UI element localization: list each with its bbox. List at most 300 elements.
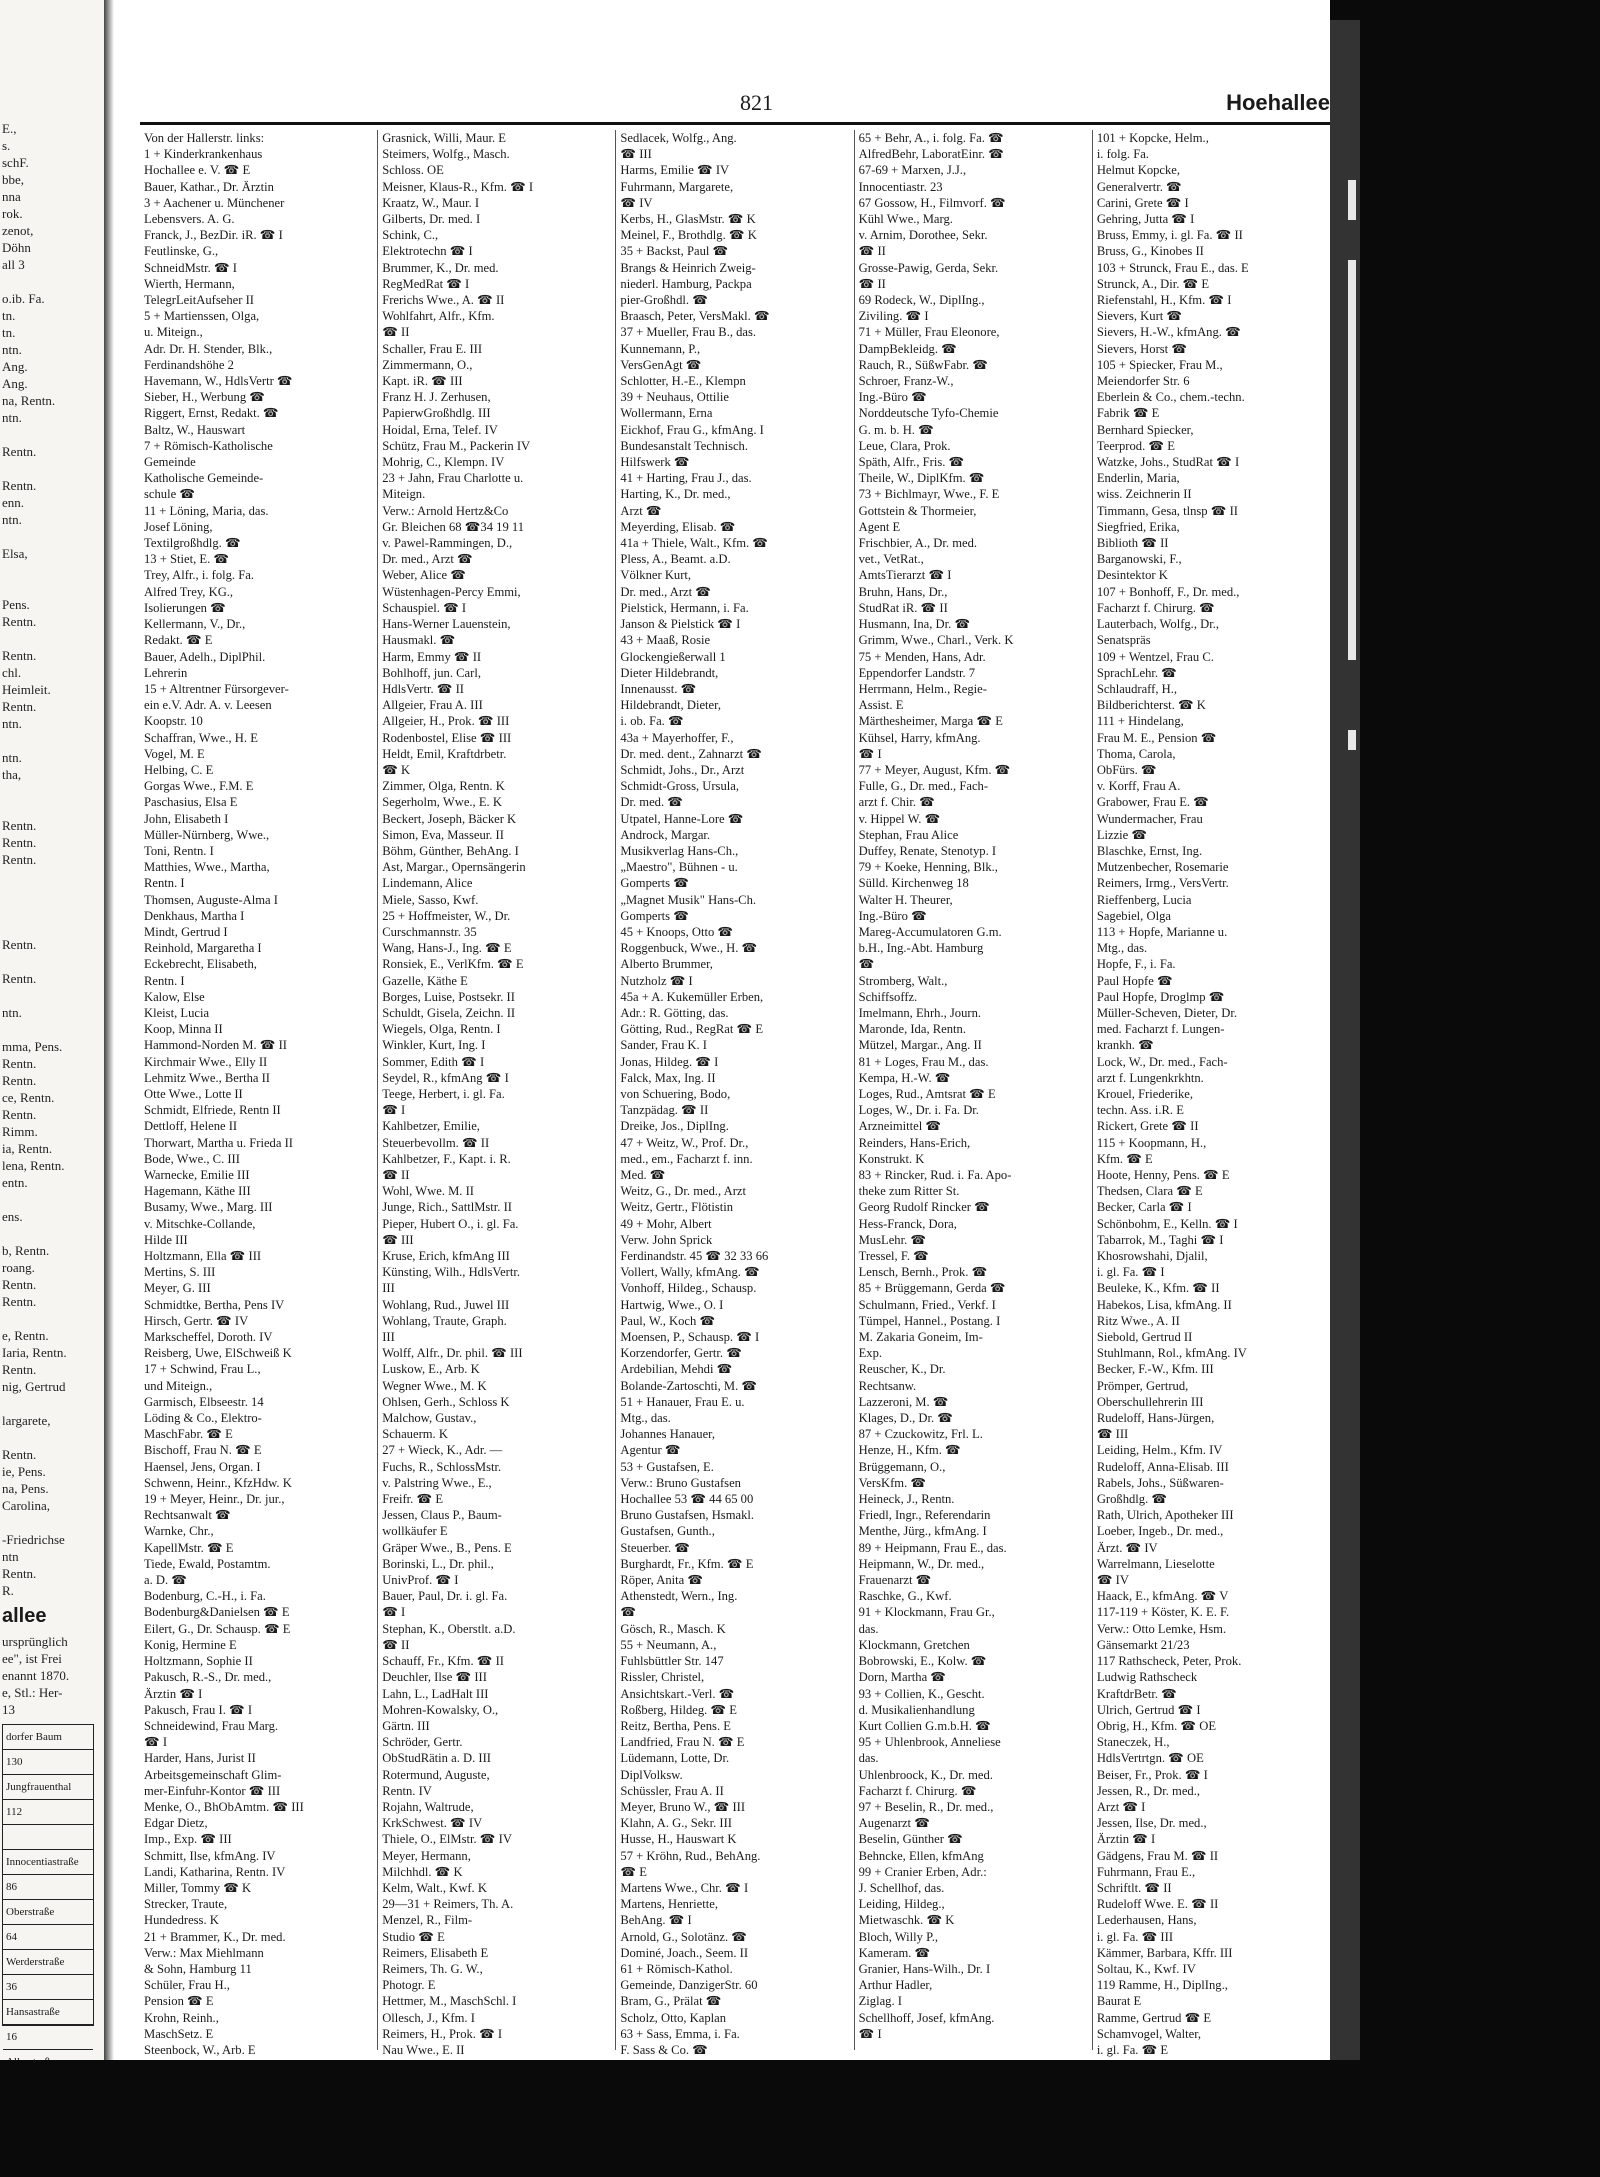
directory-entry: v. Palstring Wwe., E., <box>382 1475 492 1490</box>
directory-entry: Reinders, Hans-Erich, <box>858 1135 971 1150</box>
left-page-line <box>2 1395 104 1412</box>
directory-entry: vet., VetRat., <box>858 552 924 567</box>
directory-entry: Kahlbetzer, Emilie, <box>382 1119 480 1134</box>
directory-entry: Rauch, R., SüßwFabr. ☎ <box>858 357 988 372</box>
directory-entry: Allgeier, H., Prok. ☎ III <box>382 714 510 729</box>
directory-entry: Deuchler, Ilse ☎ III <box>382 1670 487 1685</box>
directory-entry: wollkäufer E <box>382 1524 448 1539</box>
directory-entry: Adr.: R. Götting, das. <box>620 1005 729 1020</box>
directory-entry: Tabarrok, M., Taghi ☎ I <box>1096 1232 1224 1247</box>
directory-entry: Pless, A., Beamt. a.D. <box>620 552 731 567</box>
directory-entry: Siebold, Gertrud II <box>1096 1330 1193 1345</box>
directory-entry: Schroer, Franz-W., <box>858 374 954 389</box>
directory-entry: Sievers, Kurt ☎ <box>1096 309 1183 324</box>
left-page-line: 13 <box>2 1702 15 1717</box>
directory-entry: Jonas, Hildeg. ☎ I <box>620 1054 719 1069</box>
directory-entry: Gösch, R., Masch. K <box>620 1621 726 1636</box>
left-page-line <box>2 987 104 1004</box>
directory-entry: Steimers, Wolfg., Masch. <box>382 147 510 162</box>
directory-entry: MusLehr. ☎ <box>858 1232 927 1247</box>
directory-entry: 29—31 + Reimers, Th. A. <box>382 1897 514 1912</box>
directory-entry: Wiegels, Olga, Rentn. I <box>382 1022 501 1037</box>
directory-entry: Lazzeroni, M. ☎ <box>858 1394 949 1409</box>
page-number: 821 <box>740 90 773 115</box>
directory-entry: Schüssler, Frau A. II <box>620 1783 724 1798</box>
left-page-line: ens. <box>2 1209 23 1224</box>
directory-entry: Tiede, Ewald, Postamtm. <box>144 1556 271 1571</box>
left-page-line <box>2 1191 104 1208</box>
directory-entry: RegMedRat ☎ I <box>382 276 470 291</box>
directory-entry: 55 + Neumann, A., <box>620 1637 717 1652</box>
directory-entry: Sieber, H., Werbung ☎ <box>144 390 265 405</box>
directory-entry: Rabels, Johs., Süßwaren- <box>1096 1475 1224 1490</box>
directory-entry: Bodenburg, C.-H., i. Fa. <box>144 1589 266 1604</box>
directory-entry: i. gl. Fa. ☎ III <box>1096 1929 1174 1944</box>
directory-entry: Katholische Gemeinde- <box>144 471 264 486</box>
directory-entry: 57 + Kröhn, Rud., BehAng. <box>620 1848 761 1863</box>
left-page-line: Rentn. <box>2 1294 37 1309</box>
left-page-line: Rentn. <box>2 1056 37 1071</box>
directory-entry: Freifr. ☎ E <box>382 1492 444 1507</box>
left-page-line <box>2 953 104 970</box>
directory-entry: Bruss, Emmy, i. gl. Fa. ☎ II <box>1096 228 1243 243</box>
directory-entry: ☎ <box>858 957 875 972</box>
directory-entry: Wolff, Alfr., Dr. phil. ☎ III <box>382 1346 523 1361</box>
directory-entry: Wang, Hans-J., Ing. ☎ E <box>382 941 512 956</box>
left-page-line: ntn <box>2 1549 19 1564</box>
directory-entry: med. Facharzt f. Lungen- <box>1096 1022 1225 1037</box>
directory-entry: Josef Löning, <box>144 519 213 534</box>
directory-entry: b.H., Ing.-Abt. Hamburg <box>858 941 984 956</box>
directory-entry: Jessen, Claus P., Baum- <box>382 1508 502 1523</box>
directory-entry: Sülld. Kirchenweg 18 <box>858 876 969 891</box>
directory-entry: Steuerbevollm. ☎ II <box>382 1135 490 1150</box>
directory-entry: Warnke, Chr., <box>144 1524 214 1539</box>
directory-entry: 83 + Rincker, Rud. i. Fa. Apo- <box>858 1168 1012 1182</box>
directory-entry: Obrig, H., Kfm. ☎ OE <box>1096 1718 1217 1733</box>
directory-entry: Facharzt f. Chirurg. ☎ <box>1096 600 1215 615</box>
directory-entry: Mtg., das. <box>620 1411 671 1426</box>
directory-entry: Behncke, Ellen, kfmAng <box>858 1848 984 1863</box>
directory-entry: Koop, Minna II <box>144 1022 223 1037</box>
directory-entry: Matthies, Wwe., Martha, <box>144 860 270 875</box>
directory-entry: Franz H. J. Zerhusen, <box>382 390 491 405</box>
directory-entry: Lüdemann, Lotte, Dr. <box>620 1751 730 1766</box>
directory-entry: Enderlin, Maria, <box>1096 471 1180 486</box>
directory-entry: KrkSchwest. ☎ IV <box>382 1816 483 1831</box>
directory-entry: ObStudRätin a. D. III <box>382 1751 491 1766</box>
directory-entry: Krohn, Reinh., <box>144 2010 219 2025</box>
left-page-line: lena, Rentn. <box>2 1158 65 1173</box>
directory-entry: Gomperts ☎ <box>620 908 689 923</box>
directory-entry: 107 + Bonhoff, F., Dr. med., <box>1096 584 1240 599</box>
directory-entry: ☎ III <box>1096 1427 1129 1442</box>
street-map-figure <box>2 1724 94 2043</box>
directory-entry: Hans-Werner Lauenstein, <box>382 617 511 632</box>
directory-entry: Ast, Margar., Opernsängerin <box>382 860 526 875</box>
scan-bottom-border <box>0 2060 1600 2177</box>
directory-entry: Innenausst. ☎ <box>620 681 697 696</box>
directory-entry: Roßberg, Hildeg. ☎ E <box>620 1702 737 1717</box>
directory-entry: Kelm, Walt., Kwf. K <box>382 1880 487 1895</box>
directory-entry: Schulmann, Fried., Verkf. I <box>858 1297 996 1312</box>
left-page-line: Rentn. <box>2 478 37 493</box>
directory-entry: Meisner, Klaus-R., Kfm. ☎ I <box>382 179 534 194</box>
directory-entry: ☎ III <box>620 147 652 162</box>
directory-entry: Pakusch, Frau I. ☎ I <box>144 1702 253 1717</box>
left-page-line: Rentn. <box>2 971 37 986</box>
street-map-row: dorfer Baum <box>3 1725 93 1750</box>
directory-entry: Steuerber. ☎ <box>620 1540 690 1555</box>
left-page-line: R. <box>2 1583 14 1598</box>
directory-entry: Becker, F.-W., Kfm. III <box>1096 1362 1214 1377</box>
directory-entry: Klahn, A. G., Sekr. III <box>620 1816 732 1831</box>
directory-entry: Riggert, Ernst, Redakt. ☎ <box>144 406 279 421</box>
directory-entry: Rechtsanwalt ☎ <box>144 1508 231 1523</box>
directory-entry: Völkner Kurt, <box>620 568 692 583</box>
directory-entry: AmtsTierarzt ☎ I <box>858 568 952 583</box>
left-page-line: Rentn. <box>2 835 37 850</box>
directory-entry: Feutlinske, G., <box>144 244 219 259</box>
directory-entry: Rudeloff Wwe. E. ☎ II <box>1096 1897 1219 1912</box>
directory-entry: Meyer, G. III <box>144 1281 211 1296</box>
directory-entry: Schloss. OE <box>382 163 444 178</box>
directory-entry: Verw.: Bruno Gustafsen <box>620 1475 741 1490</box>
left-page-line: Carolina, <box>2 1498 51 1513</box>
directory-entry: Maronde, Ida, Rentn. <box>858 1022 966 1037</box>
directory-entry: Kameram. ☎ <box>858 1945 931 1960</box>
directory-entry: Luskow, E., Arb. K <box>382 1362 480 1377</box>
directory-entry: Ritz Wwe., A. II <box>1096 1313 1180 1328</box>
street-map-row: 36 <box>3 1975 93 2000</box>
directory-entry: Von der Hallerstr. links: <box>144 131 265 145</box>
directory-entry: Schneidewind, Frau Marg. <box>144 1718 279 1733</box>
directory-entry: Pielstick, Hermann, i. Fa. <box>620 600 749 615</box>
directory-entry: HdlsVertr. ☎ II <box>382 681 464 696</box>
directory-entry: Schriftlt. ☎ II <box>1096 1880 1172 1895</box>
directory-entry: 19 + Meyer, Heinr., Dr. jur., <box>144 1492 285 1507</box>
directory-entry: Mietwaschk. ☎ K <box>858 1913 955 1928</box>
directory-entry: med., em., Facharzt f. inn. <box>620 1151 753 1166</box>
directory-entry: d. Musikalienhandlung <box>858 1702 975 1717</box>
left-page-line: all 3 <box>2 257 25 272</box>
directory-entry: Borges, Luise, Postsekr. II <box>382 989 515 1004</box>
directory-entry: Rechtsanw. <box>858 1378 917 1393</box>
directory-entry: Bolande-Zartoschti, M. ☎ <box>620 1378 758 1393</box>
directory-entry: Agent E <box>858 519 901 534</box>
directory-entry: ☎ II <box>382 1637 410 1652</box>
directory-entry: MaschSetz. E <box>144 2026 214 2041</box>
directory-entry: Strecker, Traute, <box>144 1897 228 1912</box>
directory-entry: Landfried, Frau N. ☎ E <box>620 1735 745 1750</box>
directory-entry: Exp. <box>858 1346 883 1361</box>
directory-entry: Henze, H., Kfm. ☎ <box>858 1443 961 1458</box>
directory-entry: Beiser, Fr., Prok. ☎ I <box>1096 1767 1208 1782</box>
directory-entry: 115 + Koopmann, H., <box>1096 1135 1207 1150</box>
directory-entry: Borinski, L., Dr. phil., <box>382 1556 494 1571</box>
directory-entry: Garmisch, Elbseestr. 14 <box>144 1394 264 1409</box>
directory-entry: Schaller, Frau E. III <box>382 341 483 356</box>
street-map-row <box>3 1825 93 1850</box>
directory-entry: v. Hippel W. ☎ <box>858 811 941 826</box>
directory-entry: Gädgens, Frau M. ☎ II <box>1096 1848 1219 1863</box>
directory-entry: Schauspiel. ☎ I <box>382 600 467 615</box>
directory-entry: Hausmakl. ☎ <box>382 633 456 648</box>
directory-entry: Photogr. E <box>382 1978 436 1993</box>
directory-entry: Kerbs, H., GlasMstr. ☎ K <box>620 212 756 227</box>
left-page-line: Rentn. <box>2 1566 37 1581</box>
directory-entry: Burghardt, Fr., Kfm. ☎ E <box>620 1556 754 1571</box>
directory-entry: Wollermann, Erna <box>620 406 713 421</box>
directory-entry: Grosse-Pawig, Gerda, Sekr. <box>858 260 999 275</box>
directory-entry: das. <box>858 1751 879 1766</box>
directory-entry: Imp., Exp. ☎ III <box>144 1832 232 1847</box>
directory-entry: 3 + Aachener u. Münchener <box>144 195 285 210</box>
directory-entry: ☎ III <box>382 1232 414 1247</box>
directory-entry: Senatspräs <box>1096 633 1151 648</box>
directory-entry: Thomsen, Auguste-Alma I <box>144 892 278 907</box>
directory-entry: Paul Hopfe ☎ <box>1096 973 1173 988</box>
left-page-line: ia, Rentn. <box>2 1141 53 1156</box>
left-page-line: nig, Gertrud <box>2 1379 66 1394</box>
directory-entry: Loges, W., Dr. i. Fa. Dr. <box>858 1103 979 1118</box>
directory-entry: Sievers, Horst ☎ <box>1096 341 1188 356</box>
directory-entry: 37 + Mueller, Frau B., das. <box>620 325 757 340</box>
left-page-line <box>2 868 104 885</box>
street-map-row: Werderstraße <box>3 1950 93 1975</box>
directory-entry: 95 + Uhlenbrook, Anneliese <box>858 1735 1001 1750</box>
directory-entry: 49 + Mohr, Albert <box>620 1216 712 1231</box>
directory-entry: Hartwig, Wwe., O. I <box>620 1297 724 1312</box>
directory-entry: Lock, W., Dr. med., Fach- <box>1096 1054 1228 1069</box>
directory-entry: „Magnet Musik" Hans-Ch. <box>620 892 757 907</box>
street-map-row: 16 <box>3 2025 93 2050</box>
directory-entry: Rudeloff, Hans-Jürgen, <box>1096 1411 1215 1426</box>
directory-entry: Rissler, Christel, <box>620 1670 705 1685</box>
left-page-line <box>2 460 104 477</box>
directory-entry: Schink, C., <box>382 228 439 243</box>
directory-entry: Bruno Gustafsen, Hsmakl. <box>620 1508 755 1523</box>
directory-entry: F. Sass & Co. ☎ <box>620 2042 708 2057</box>
directory-entry: Athenstedt, Wern., Ing. <box>620 1589 738 1604</box>
directory-entry: Falck, Max, Ing. II <box>620 1070 716 1085</box>
directory-entry: ☎ IV <box>620 195 653 210</box>
directory-entry: Med. ☎ <box>620 1168 666 1182</box>
directory-entry: Schellhoff, Josef, kfmAng. <box>858 2010 995 2025</box>
directory-entry: 69 Rodeck, W., DiplIng., <box>858 293 985 308</box>
directory-entry: Rentn. IV <box>382 1783 432 1798</box>
directory-entry: Bruss, G., Kinobes II <box>1096 244 1204 259</box>
directory-entry: Fuhrmann, Margarete, <box>620 179 734 194</box>
directory-entry: Vollert, Wally, kfmAng. ☎ <box>620 1265 760 1280</box>
street-map-row: Innocentiastraße <box>3 1850 93 1875</box>
directory-entry: Bischoff, Frau N. ☎ E <box>144 1443 262 1458</box>
directory-entry: Stuhlmann, Rol., kfmAng. IV <box>1096 1346 1247 1361</box>
directory-entry: Eickhof, Frau G., kfmAng. I <box>620 422 764 437</box>
directory-entry: ☎ II <box>858 276 886 291</box>
directory-entry: Müller-Nürnberg, Wwe., <box>144 827 270 842</box>
thumb-index-marker <box>1348 260 1356 660</box>
directory-entry: Bildberichterst. ☎ K <box>1096 698 1206 713</box>
directory-entry: Weitz, G., Dr. med., Arzt <box>620 1184 746 1199</box>
directory-entry: Bode, Wwe., C. III <box>144 1151 240 1166</box>
directory-entry: Kfm. ☎ E <box>1096 1151 1153 1166</box>
directory-entry: Paul Hopfe, Droglmp ☎ <box>1096 989 1225 1004</box>
left-page-line: enn. <box>2 495 25 510</box>
directory-entry: 45a + A. Kukemüller Erben, <box>620 989 764 1004</box>
directory-entry: Schuldt, Gisela, Zeichn. II <box>382 1005 516 1020</box>
directory-entry: 109 + Wentzel, Frau C. <box>1096 649 1214 664</box>
directory-entry: Timmann, Gesa, tlnsp ☎ II <box>1096 503 1238 518</box>
directory-entry: Teege, Herbert, i. gl. Fa. <box>382 1086 505 1101</box>
directory-entry: Holtzmann, Ella ☎ III <box>144 1249 262 1264</box>
directory-entry: Hochallee 53 ☎ 44 65 00 <box>620 1492 754 1507</box>
directory-entry: Vonhoff, Hildeg., Schausp. <box>620 1281 757 1296</box>
directory-entry: Augenarzt ☎ <box>858 1816 930 1831</box>
directory-entry: Rentn. I <box>144 973 185 988</box>
left-page-line: Rentn. <box>2 1447 37 1462</box>
directory-entry: Wohlang, Rud., Juwel III <box>382 1297 510 1312</box>
directory-entry: MaschFabr. ☎ E <box>144 1427 233 1442</box>
directory-entry: i. ob. Fa. ☎ <box>620 714 684 729</box>
directory-entry: Reimers, H., Prok. ☎ I <box>382 2026 503 2041</box>
directory-entry: HdlsVertrtgn. ☎ OE <box>1096 1751 1204 1766</box>
directory-entry: Kunnemann, P., <box>620 341 701 356</box>
directory-entry: Thedsen, Clara ☎ E <box>1096 1184 1203 1199</box>
directory-entry: ☎ I <box>858 2026 882 2041</box>
directory-entry: Ollesch, J., Kfm. I <box>382 2010 475 2025</box>
directory-entry: Raschke, G., Kwf. <box>858 1589 952 1604</box>
directory-entry: 17 + Schwind, Frau L., <box>144 1362 261 1377</box>
directory-entry: Fabrik ☎ E <box>1096 406 1160 421</box>
directory-entry: Lebensvers. A. G. <box>144 212 235 227</box>
directory-entry: Rodenbostel, Elise ☎ III <box>382 730 512 745</box>
left-page-line: Rentn. <box>2 1107 37 1122</box>
directory-entry: Konstrukt. K <box>858 1151 925 1166</box>
left-page-line: Rentn. <box>2 937 37 952</box>
directory-entry: Hammond-Norden M. ☎ II <box>144 1038 287 1053</box>
left-page-line: zenot, <box>2 223 34 238</box>
directory-entry: Mareg-Accumulatoren G.m. <box>858 924 1002 939</box>
directory-entry: Künsting, Wilh., HdlsVertr. <box>382 1265 520 1280</box>
left-page-line <box>2 732 104 749</box>
directory-entry: 105 + Spiecker, Frau M., <box>1096 357 1223 372</box>
directory-entry: Warrelmann, Lieselotte <box>1096 1556 1215 1571</box>
left-page-line: enannt 1870. <box>2 1668 70 1683</box>
directory-entry: v. Mitschke-Collande, <box>144 1216 256 1231</box>
directory-entry: Malchow, Gustav., <box>382 1411 477 1426</box>
directory-entry: Arthur Hadler, <box>858 1978 933 1993</box>
directory-entry: i. folg. Fa. <box>1096 147 1149 162</box>
directory-entry: Menzel, R., Film- <box>382 1913 473 1928</box>
directory-entry: 67 Gossow, H., Filmvorf. ☎ <box>858 195 1006 210</box>
directory-entry: Heldt, Emil, Kraftdrbetr. <box>382 746 507 761</box>
directory-entry: Mutzenbecher, Rosemarie <box>1096 860 1229 875</box>
directory-entry: 113 + Hopfe, Marianne u. <box>1096 924 1228 939</box>
directory-entry: Hirsch, Gertr. ☎ IV <box>144 1313 249 1328</box>
directory-entry: Konig, Hermine E <box>144 1637 237 1652</box>
directory-entry: a. D. ☎ <box>144 1573 187 1588</box>
directory-entry: 71 + Müller, Frau Eleonore, <box>858 325 1000 340</box>
directory-entry: Hess-Franck, Dora, <box>858 1216 957 1231</box>
left-page-line: Heimleit. <box>2 682 51 697</box>
directory-entry: III <box>382 1330 395 1345</box>
directory-entry: Musikverlag Hans-Ch., <box>620 843 739 858</box>
directory-entry: Jessen, Ilse, Dr. med., <box>1096 1816 1207 1831</box>
directory-entry: Riefenstahl, H., Kfm. ☎ I <box>1096 293 1232 308</box>
directory-entry: Bernhard Spiecker, <box>1096 422 1194 437</box>
directory-entry: Habekos, Lisa, kfmAng. II <box>1096 1297 1232 1312</box>
directory-entry: Kalow, Else <box>144 989 205 1004</box>
directory-entry: Klages, D., Dr. ☎ <box>858 1411 953 1426</box>
directory-entry: DiplVolksw. <box>620 1767 683 1782</box>
directory-entry: BehAng. ☎ I <box>620 1913 692 1928</box>
left-page-line: chl. <box>2 665 22 680</box>
directory-entry: Denkhaus, Martha I <box>144 908 245 923</box>
left-page-line <box>2 919 104 936</box>
directory-entry: v. Pawel-Rammingen, D., <box>382 536 513 551</box>
directory-entry: Schmitt, Ilse, kfmAng. IV <box>144 1848 276 1863</box>
directory-entry: Junge, Rich., SattlMstr. II <box>382 1200 512 1215</box>
directory-entry: Prömper, Gertrud, <box>1096 1378 1189 1393</box>
directory-entry: Textilgroßhdlg. ☎ <box>144 536 241 551</box>
directory-entry: Gänsemarkt 21/23 <box>1096 1637 1190 1652</box>
directory-entry: theke zum Ritter St. <box>858 1184 960 1199</box>
directory-entry: Schmidt, Johs., Dr., Arzt <box>620 762 745 777</box>
directory-entry: Nau Wwe., E. II <box>382 2042 465 2057</box>
directory-entry: Gärtn. III <box>382 1718 430 1733</box>
left-page-line: bbe, <box>2 172 25 187</box>
directory-entry: Heipmann, W., Dr. med., <box>858 1556 985 1571</box>
directory-entry: Herrmann, Helm., Regie- <box>858 681 987 696</box>
left-page-line: tha, <box>2 767 22 782</box>
left-page-fragment <box>0 0 106 2060</box>
directory-entry: und Miteign., <box>144 1378 213 1393</box>
directory-entry: Rudeloff, Anna-Elisab. III <box>1096 1459 1229 1474</box>
directory-entry: Generalvertr. ☎ <box>1096 179 1182 194</box>
directory-entry: Seydel, R., kfmAng ☎ I <box>382 1070 509 1085</box>
directory-entry: Oberschullehrerin III <box>1096 1394 1204 1409</box>
directory-entry: Kämmer, Barbara, Kffr. III <box>1096 1945 1233 1960</box>
directory-entry: PapierwGroßhdlg. III <box>382 406 491 421</box>
directory-entry: 91 + Klockmann, Frau Gr., <box>858 1605 995 1620</box>
directory-entry: Verw. John Sprick <box>620 1232 713 1247</box>
left-page-line <box>2 800 104 817</box>
directory-entry: 41 + Harting, Frau J., das. <box>620 471 752 486</box>
directory-entry: Becker, Carla ☎ I <box>1096 1200 1192 1215</box>
directory-entry: TelegrLeitAufseher II <box>144 293 254 308</box>
directory-entry: Dr. med. ☎ <box>620 795 683 810</box>
directory-entry: 35 + Backst, Paul ☎ <box>620 244 729 259</box>
directory-entry: 21 + Brammer, K., Dr. med. <box>144 1929 286 1944</box>
directory-entry: i. gl. Fa. ☎ E <box>1096 2042 1169 2057</box>
directory-entry: Frau M. E., Pension ☎ <box>1096 730 1217 745</box>
directory-entry: Kapt. iR. ☎ III <box>382 374 463 389</box>
directory-entry: Ziviling. ☎ I <box>858 309 929 324</box>
directory-entry: Wierth, Hermann, <box>144 276 235 291</box>
directory-entry: Granier, Hans-Wilh., Dr. I <box>858 1961 991 1976</box>
directory-entry: 85 + Brüggemann, Gerda ☎ <box>858 1281 1006 1296</box>
directory-entry: UnivProf. ☎ I <box>382 1573 459 1588</box>
directory-entry: 25 + Hoffmeister, W., Dr. <box>382 908 511 923</box>
directory-entry: Baurat E <box>1096 1994 1142 2009</box>
directory-entry: Grimm, Wwe., Charl., Verk. K <box>858 633 1014 648</box>
directory-entry: Markscheffel, Doroth. IV <box>144 1330 273 1345</box>
directory-entry: Großhdlg. ☎ <box>1096 1492 1168 1507</box>
directory-entry: Schönbohm, E., Kelln. ☎ I <box>1096 1216 1238 1231</box>
directory-entry: Leue, Clara, Prok. <box>858 438 951 453</box>
directory-entry: Zimmer, Olga, Rentn. K <box>382 779 505 794</box>
